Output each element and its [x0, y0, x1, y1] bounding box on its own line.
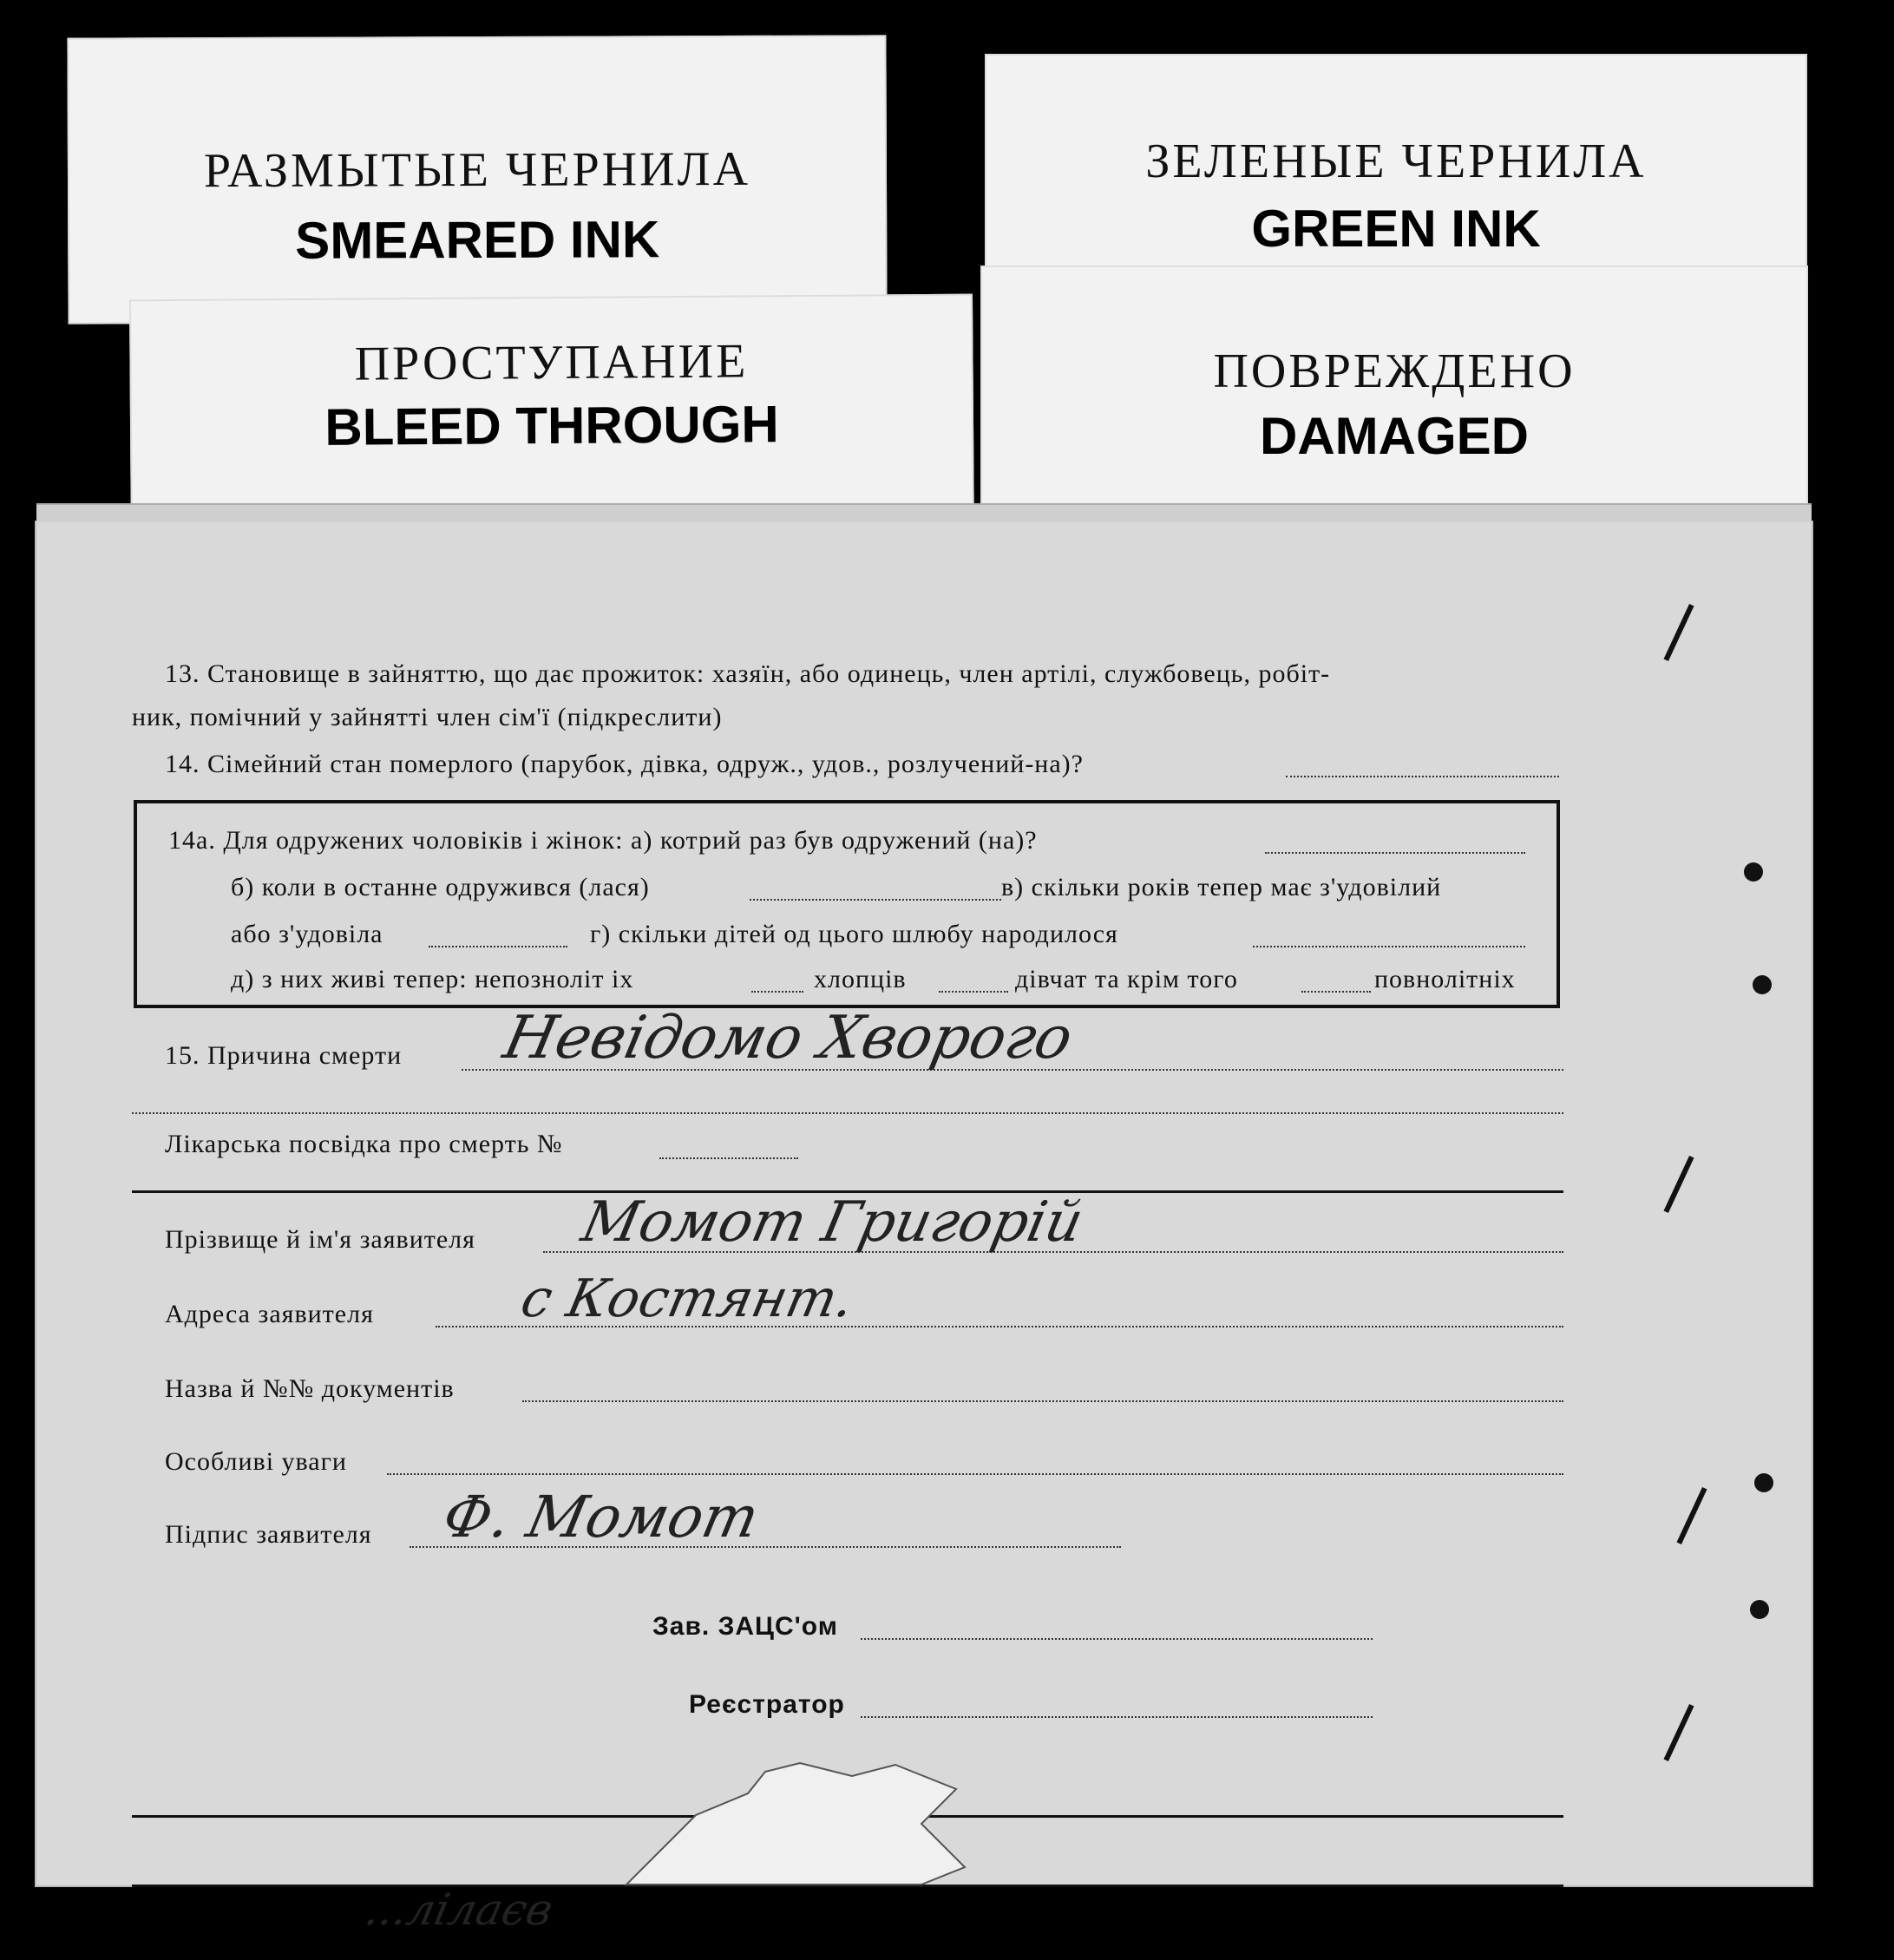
applicant-address-handwriting: с Костянт. — [515, 1268, 860, 1329]
card-label-en: BLEED THROUGH — [324, 395, 779, 456]
smeared-ink-card — [67, 35, 887, 324]
item-14a-line3b: г) скільки дітей од цього шлюбу народилося — [590, 920, 1118, 948]
item-14a-line4a: д) з них живі тепер: непозноліт іх — [231, 965, 634, 993]
documents-field — [522, 1400, 1563, 1402]
edge-tear — [1663, 1704, 1694, 1761]
documents-label: Назва й №№ документів — [165, 1374, 455, 1403]
binding-hole — [1750, 1600, 1769, 1619]
item-14a-field-d2 — [939, 991, 1008, 993]
item-14a-field-g — [1253, 946, 1525, 947]
binding-hole — [1753, 975, 1772, 994]
registrar-field — [861, 1716, 1373, 1718]
item-14-field — [1286, 776, 1559, 777]
applicant-name-handwriting: Момот Григорій — [576, 1190, 1089, 1255]
edge-tear — [1663, 604, 1694, 661]
card-label-ru: ЗЕЛЕНЫЕ ЧЕРНИЛА — [1145, 134, 1647, 188]
medical-cert-label: Лікарська посвідка про смерть № — [165, 1130, 563, 1158]
card-label-ru: ПРОСТУПАНИЕ — [354, 334, 749, 391]
torn-paper-damage — [141, 1754, 1598, 1889]
item-14a-field-a — [1265, 852, 1525, 854]
item-15-label: 15. Причина смерти — [165, 1041, 403, 1070]
card-label-en: GREEN INK — [1251, 200, 1541, 258]
registrar-label: Реєстратор — [689, 1690, 845, 1719]
item-14a-line2a: б) коли в останне одружився (лася) — [231, 873, 650, 901]
item-14a-line3a: або з'удовіла — [231, 920, 383, 948]
remarks-label: Особливі уваги — [165, 1447, 347, 1476]
applicant-signature-handwriting: Ф. Момот — [436, 1484, 765, 1550]
item-14a-field-b — [750, 899, 1001, 901]
item-13-line2: ник, помічний у зайнятті член сім'ї (підкреслити) — [132, 703, 723, 731]
card-label-en: DAMAGED — [1260, 407, 1529, 465]
head-zags-field — [861, 1638, 1373, 1640]
item-14a-line2b: в) скільки років тепер має з'удовілий — [1001, 873, 1442, 901]
item-14a-field-v — [429, 946, 567, 947]
medical-cert-field — [659, 1157, 798, 1159]
item-15-field-2 — [132, 1112, 1563, 1114]
item-14a-field-d3 — [1301, 991, 1371, 993]
edge-tear — [1676, 1487, 1707, 1544]
item-14a-line1: 14а. Для одружених чоловіків і жінок: а) котрий раз був одружений (на)? — [168, 826, 1038, 855]
item-14a-line4c: дівчат та крім того — [1015, 965, 1238, 993]
card-label-ru: РАЗМЫТЫЕ ЧЕРНИЛА — [203, 141, 751, 199]
item-14a-field-d1 — [751, 991, 803, 993]
edge-tear — [1663, 1156, 1694, 1213]
applicant-name-label: Прізвище й ім'я заявителя — [165, 1225, 475, 1254]
applicant-address-label: Адреса заявителя — [165, 1300, 374, 1328]
cause-of-death-handwriting: Невідомо Хворого — [497, 1004, 1078, 1072]
damaged-card — [980, 265, 1808, 536]
card-label-en: SMEARED INK — [295, 210, 660, 270]
item-14a-line4d: повнолітніх — [1374, 965, 1516, 993]
remarks-field — [387, 1473, 1563, 1475]
item-14a-line4b: хлопців — [814, 965, 907, 993]
applicant-signature-label: Підпис заявителя — [165, 1520, 372, 1549]
item-13-line1: 13. Становище в зайняттю, що дає прожиток: хазяїн, або одинець, член артілі, службовець, робіт- — [165, 659, 1331, 688]
item-14a-box — [134, 800, 1560, 1008]
binding-hole — [1744, 862, 1763, 882]
item-14: 14. Сімейний стан померлого (парубок, дівка, одруж., удов., розлучений-на)? — [165, 750, 1084, 778]
torn-scrawl: ...лілаєв — [360, 1885, 558, 1935]
binding-hole — [1754, 1473, 1773, 1492]
head-zags-label: Зав. ЗАЦС'ом — [652, 1612, 838, 1641]
death-record-form — [35, 521, 1813, 1935]
card-label-ru: ПОВРЕЖДЕНО — [1213, 344, 1576, 398]
